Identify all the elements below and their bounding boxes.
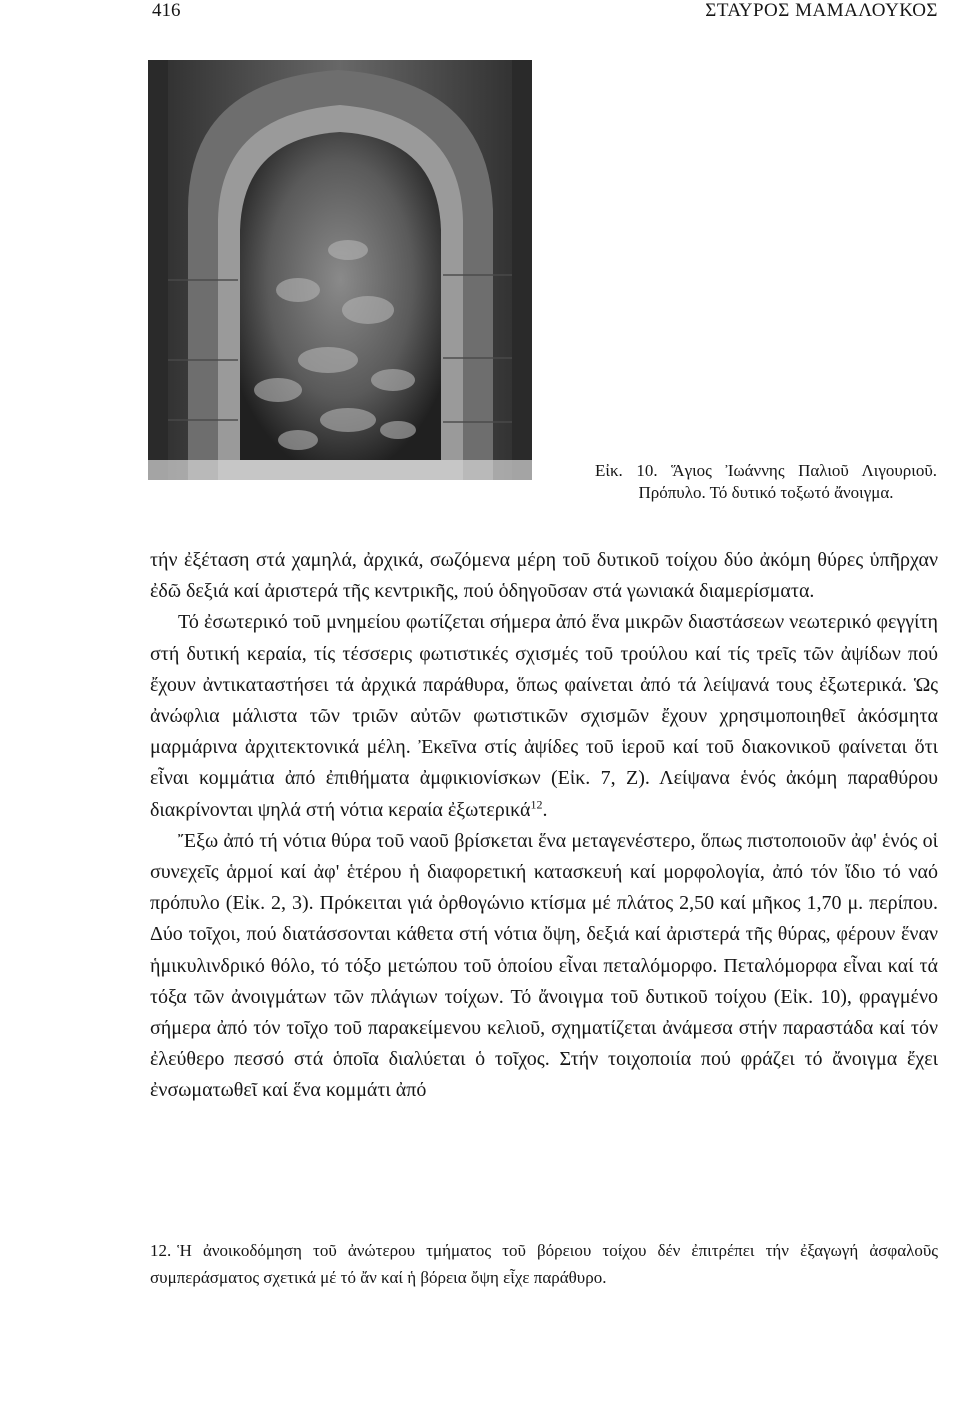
paragraph-1: τήν ἐξέταση στά χαμηλά, ἀρχικά, σωζόμενα μέρη τοῦ δυτικοῦ τοίχου δύο ἀκόμη θύρες ὑπῆρχαν ἐδῶ δεξιά καί ἀριστερά τῆς κεντρικῆς, πού ὁδηγοῦσαν στά γωνιακά διαμερίσματα. [150,549,938,603]
figure-caption: Εἰκ. 10. Ἅγιος Ἰωάννης Παλιοῦ Λιγουριοῦ. Πρόπυλο. Τό δυτικό τοξωτό ἄνοιγμα. [595,461,937,502]
footnote-12 [150,1237,938,1291]
paragraph-2-text: Τό ἐσωτερικό τοῦ μνημείου φωτίζεται σήμερα ἀπό ἕνα μικρῶν διαστάσεων νεωτερικό φεγγίτη στή δυτική κεραία, τίς τέσσερις φωτιστικές σχισμές τοῦ τρούλου καί τίς τρεῖς τῶν ἀψίδων πού ἔχουν ἀντικαταστήσει τά ἀρχικά παράθυρα, ὅπως φαίνεται ἀπό τά λείψανά τους ἐξωτερικά. Ὡς ἀνώφλια μάλιστα τῶν τριῶν αὐτῶν φωτιστικῶν σχισμῶν ἔχουν χρησιμοποιηθεῖ ἀκόσμητα μαρμάρινα ἀρχιτεκτονικά μέλη. Ἐκεῖνα στίς ἀψίδες τοῦ ἱεροῦ καί τοῦ διακονικοῦ φαίνεται ὅτι εἶναι κομμάτια ἀπό ἐπιθήματα ἀμφικιονίσκων (Εἰκ. 7, Ζ). Λείψανα ἑνός ἀκόμη παραθύρου διακρίνονται ψηλά στή νότια κεραία ἐξωτερικά [150,611,938,821]
footnote-ref-12[interactable]: 12 [530,796,543,811]
figure-photo [148,60,532,480]
paragraph-2-end: . [542,798,548,821]
running-head: ΣΤΑΥΡΟΣ ΜΑΜΑΛΟΥΚΟΣ [705,0,938,21]
paragraph-2 [150,607,938,825]
paragraph-3: Ἔξω ἀπό τή νότια θύρα τοῦ ναοῦ βρίσκεται ἕνα μεταγενέστερο, ὅπως πιστοποιοῦν ἀφ' ἑνός οἱ συνεχεῖς ἁρμοί καί ἀφ' ἑτέρου ἡ διαφορετική κατασκευή καί μορφολογία, ἀπό τόν ἴδιο τό ναό πρόπυλο (Εἰκ. 2, 3). Πρόκειται γιά ὀρθογώνιο κτίσμα μέ πλάτος 2,50 καί μῆκος 1,70 μ. περίπου. Δύο τοῖχοι, πού διατάσσονται κάθετα στή νότια ὄψη, δεξιά καί ἀριστερά τῆς θύρας, φέρουν ἕναν ἡμικυλινδρικό θόλο, τό τόξο μετώπου τοῦ ὁποίου εἶναι πεταλόμορφο. Πεταλόμορφα εἶναι καί τά τόξα τῶν ἀνοιγμάτων τῶν πλάγιων τοίχων. Τό ἄνοιγμα τοῦ δυτικοῦ τοίχου (Εἰκ. 10), φραγμένο σήμερα ἀπό τόν τοῖχο τοῦ παρακείμενου κελιοῦ, σχηματίζεται ἀνάμεσα στήν παραστάδα καί τόν ἐλεύθερο πεσσό στά ὁποῖα διαλύεται ὁ τοῖχος. Στήν τοιχοποιία πού φράζει τό ἄνοιγμα ἔχει ἐνσωματωθεῖ καί ἕνα κομμάτι ἀπό [150,829,938,1102]
footnote-number: 12. [150,1241,172,1260]
body-text [150,545,938,1107]
page-number: 416 [152,0,181,21]
arched-opening-photo [148,60,532,480]
footnote-text: Ἡ ἀνοικοδόμηση τοῦ ἀνώτερου τμήματος τοῦ βόρειου τοίχου δέν ἐπιτρέπει τήν ἐξαγωγή ἀσφαλοῦς συμπεράσματος σχετικά μέ τό ἄν καί ἡ βόρεια ὄψη εἶχε παράθυρο. [150,1241,938,1287]
